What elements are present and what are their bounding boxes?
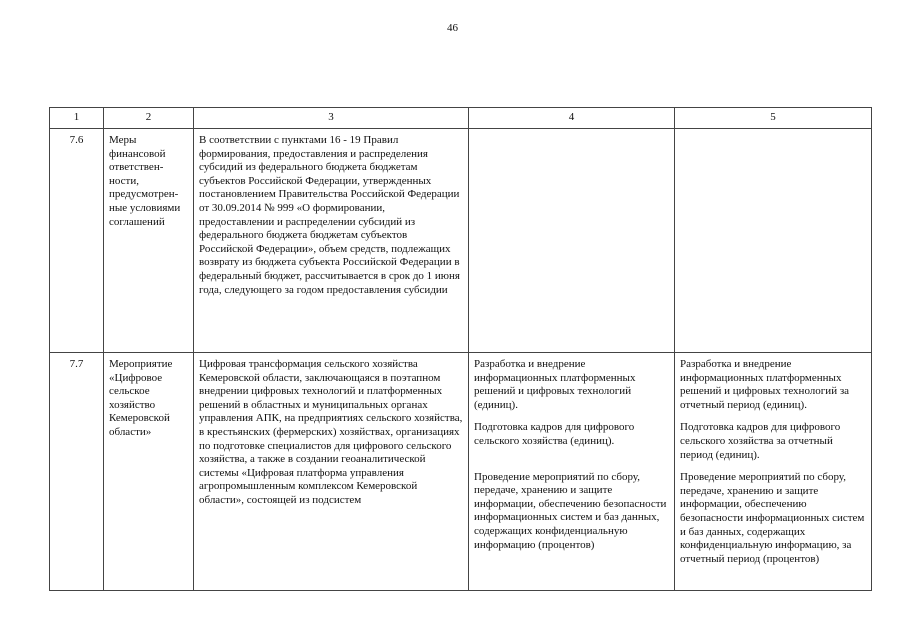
header-row	[50, 108, 872, 129]
indicator-period-paragraph: Проведение мероприятий по сбору, передаче, хранению и защите информации, обеспечению безопасности информационных систем и баз данных, содержащих конфиденциальную информацию, за отчетный период (процентов)	[680, 471, 865, 565]
measures-table	[49, 107, 872, 591]
column-header-3: 3	[194, 108, 469, 129]
column-header-1: 1	[50, 108, 104, 129]
indicator-period-cell	[675, 353, 872, 591]
indicator-paragraph: Подготовка кадров для цифрового сельского хозяйства (единиц).	[474, 421, 635, 447]
table-row	[50, 353, 872, 591]
measure-description: В соответствии с пунктами 16 - 19 Правил формирования, предоставления и распределения субсидий из федерального бюджета бюджетам субъектов Российской Федерации, утвержденных постановлением Правительства Российской Федерации от 30.09.2014 № 999 «О формировании, предоставлении и распределении субсидий из федерального бюджета бюджетам субъектов Российской Федерации», объем средств, подлежащих возврату из бюджета субъекта Российской Федерации в федеральный бюджет, рассчитывается в срок до 1 июня года, следующего за годом предоставления субсидии	[194, 129, 469, 353]
measure-name: Меры финансовой ответствен-ности, предусмотрен-ные условиями соглашений	[104, 129, 194, 353]
indicator-cell	[469, 129, 675, 353]
measure-name: Мероприятие «Цифровое сельское хозяйство Кемеровской области»	[104, 353, 194, 591]
indicator-period-cell	[675, 129, 872, 353]
indicator-cell	[469, 353, 675, 591]
column-header-4: 4	[469, 108, 675, 129]
page-number: 46	[447, 22, 458, 34]
indicator-paragraph: Проведение мероприятий по сбору, передаче, хранению и защите информации, обеспечению безопасности информационных систем и баз данных, содержащих конфиденциальную информацию (процентов)	[474, 470, 667, 551]
column-header-2: 2	[104, 108, 194, 129]
measure-description: Цифровая трансформация сельского хозяйства Кемеровской области, заключающаяся в поэтапном внедрении цифровых технологий и платформенных решений в областных и муниципальных органах управления АПК, на предприятиях сельского хозяйства, в крестьянских (фермерских) хозяйствах, организациях по подготовке специалистов для цифрового сельского хозяйства, а также в создании геоаналитической системы «Цифровая платформа управления агропромышленным комплексом Кемеровской области», состоящей из подсистем	[194, 353, 469, 591]
row-number: 7.7	[50, 353, 104, 591]
indicator-paragraph: Разработка и внедрение информационных платформенных решений и цифровых технологий (единиц).	[474, 358, 636, 411]
indicator-period-paragraph: Разработка и внедрение информационных платформенных решений и цифровых технологий за отчетный период (единиц).	[680, 358, 850, 411]
column-header-5: 5	[675, 108, 872, 129]
indicator-period-paragraph: Подготовка кадров для цифрового сельского хозяйства за отчетный период (единиц).	[680, 421, 841, 461]
table-row	[50, 129, 872, 353]
row-number: 7.6	[50, 129, 104, 353]
